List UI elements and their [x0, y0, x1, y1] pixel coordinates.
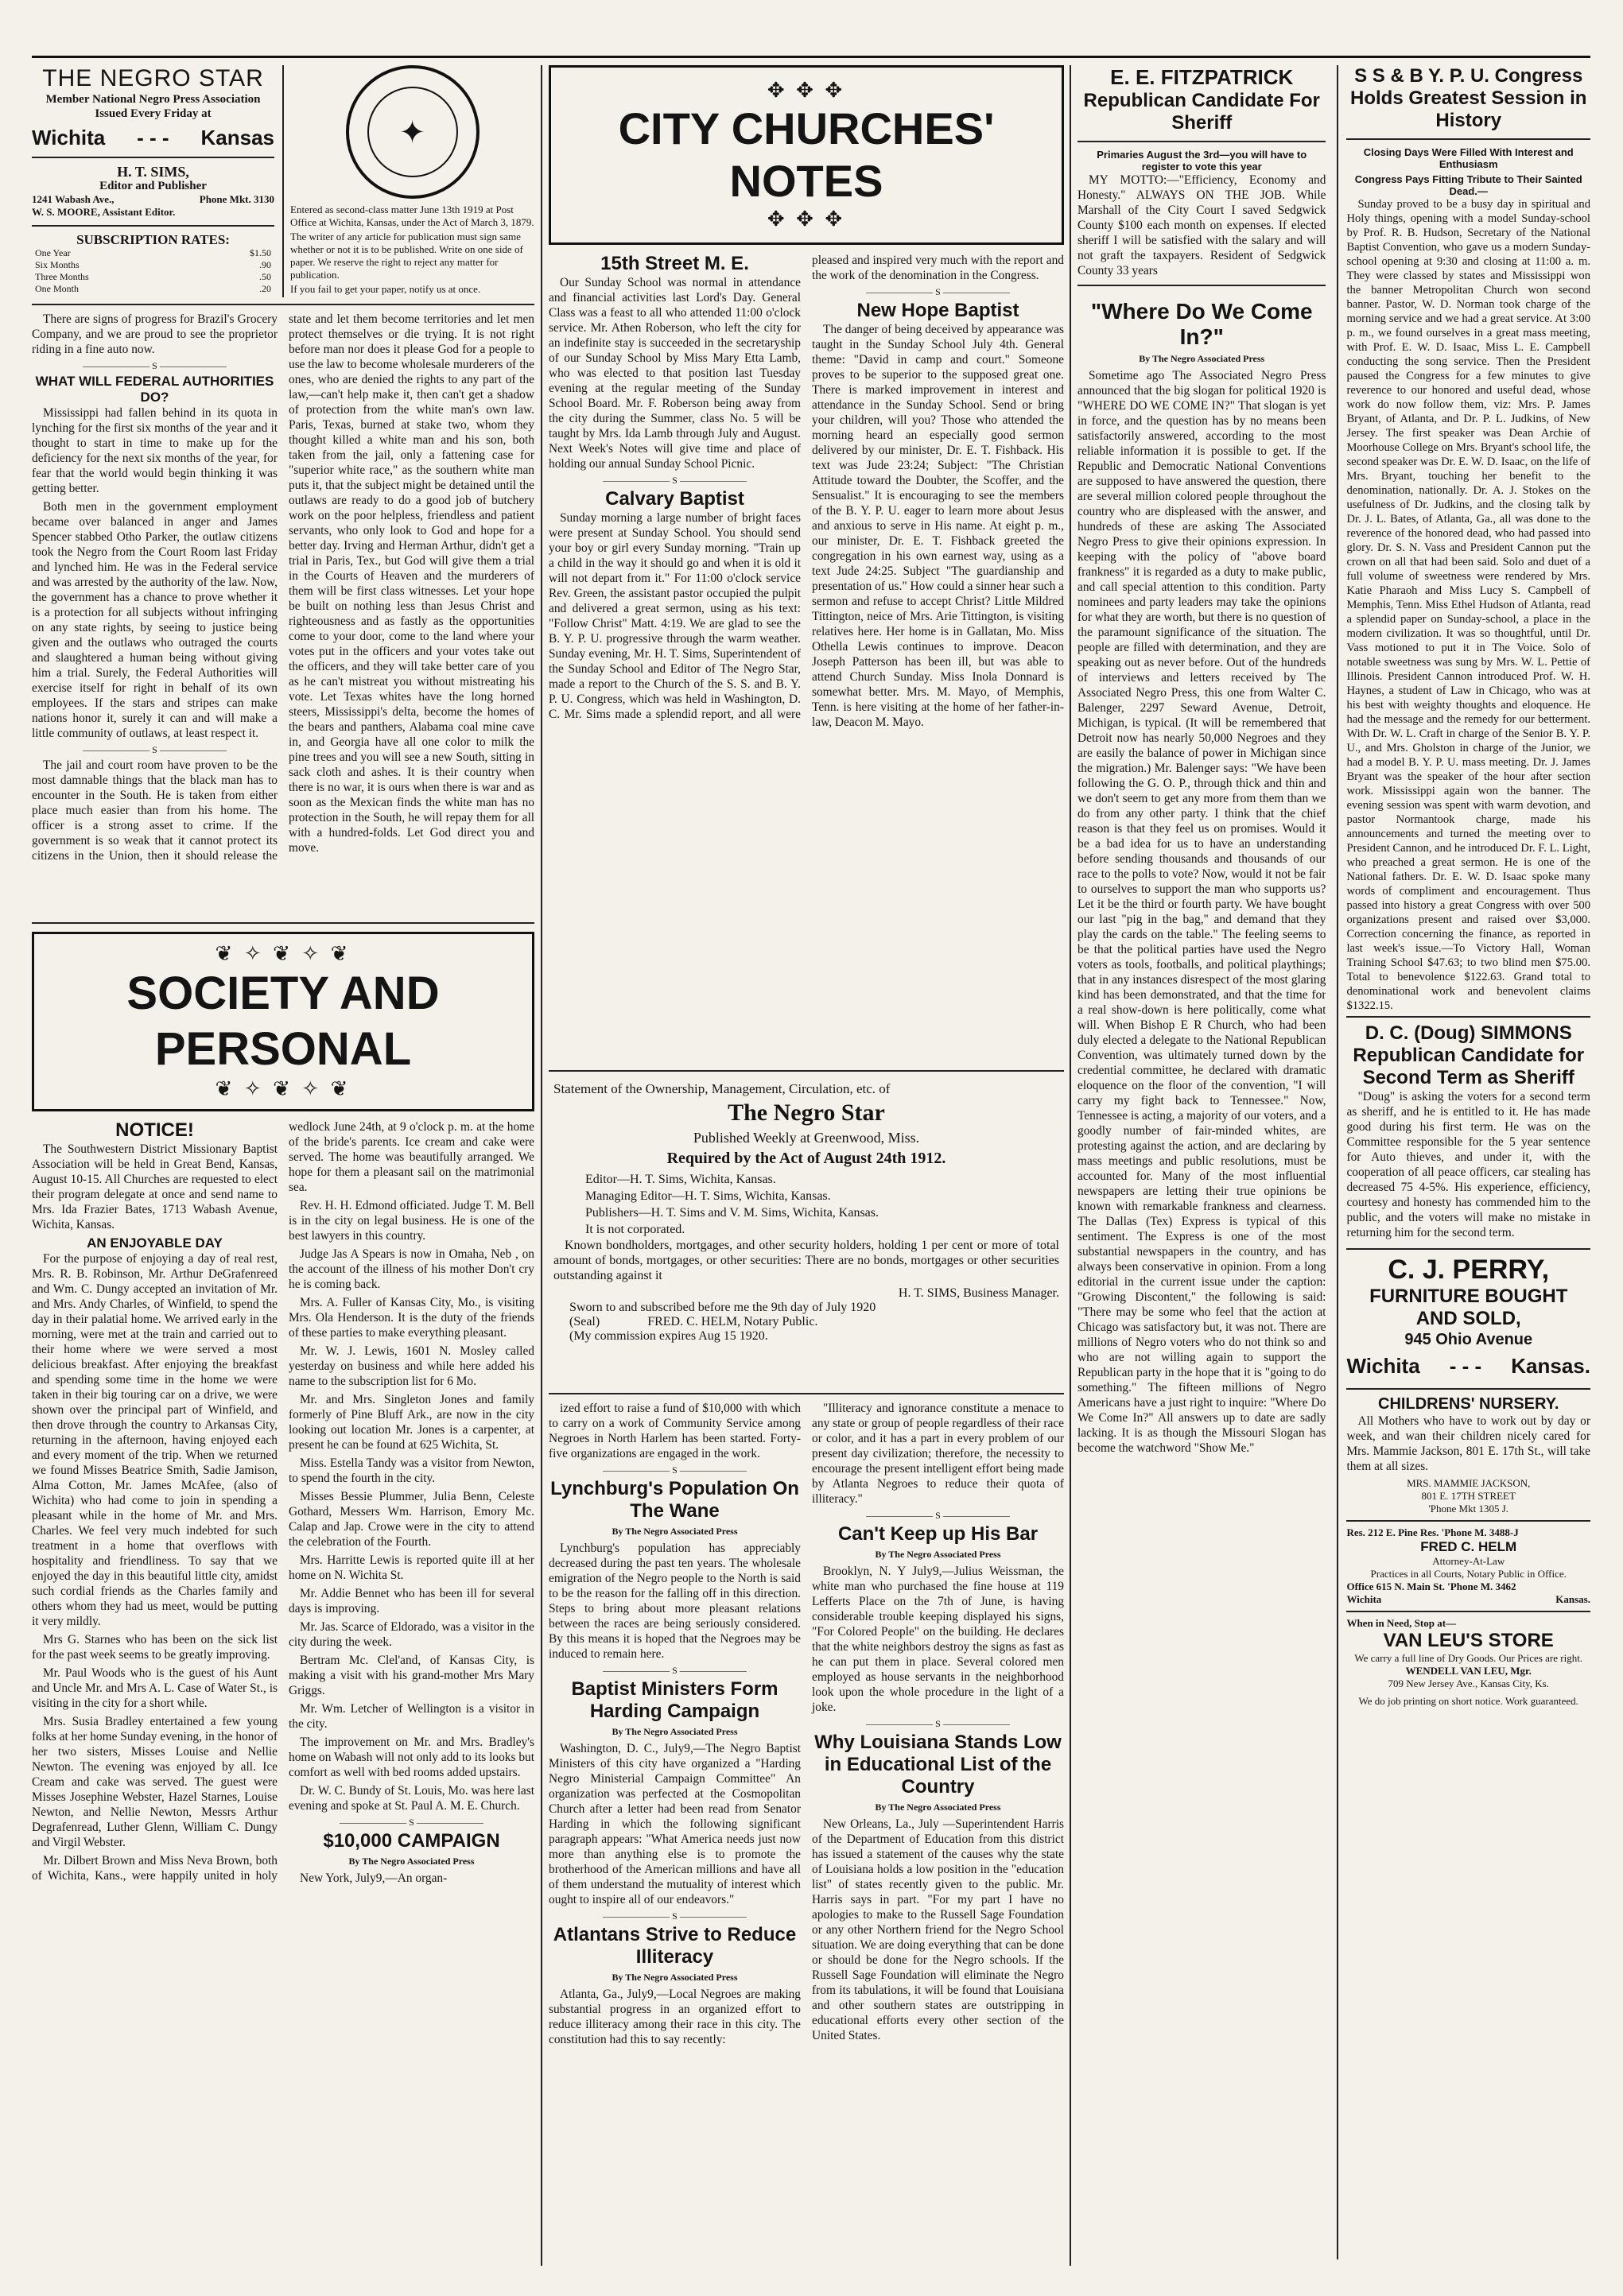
top-rule [32, 56, 1590, 58]
masthead-city-right: Kansas [200, 126, 275, 149]
rates-title: SUBSCRIPTION RATES: [76, 232, 230, 247]
divider [549, 1393, 1064, 1394]
byline: By The Negro Associated Press [612, 1972, 738, 1983]
statement-notary: FRED. C. HELM, Notary Public. [647, 1315, 818, 1328]
divider [1077, 141, 1326, 142]
rate-row: Six Months .90 [35, 259, 272, 270]
day-heading: AN ENJOYABLE DAY [87, 1235, 223, 1251]
society-item: Rev. H. H. Edmond officiated. Judge T. M. Bell is in the city on legal business. He is one of the best lawyers in this country. [289, 1199, 534, 1243]
editor-title: Editor and Publisher [99, 180, 207, 192]
address: 1241 Wabash Ave., [32, 193, 115, 205]
atlanta-text: Atlanta, Ga., July9,—Local Negroes are making substantial progress in an organized effort to reduce illiteracy among their race in this city. The constitution had this to say recently: [549, 1988, 801, 2046]
calvary-heading: Calvary Baptist [605, 488, 744, 510]
simmons-name: D. C. (Doug) SIMMONS [1365, 1022, 1572, 1044]
editorial-paragraph: Both men in the government employment became over balanced in anger and James Spencer stabbed Otho Parker, the outlaw citizens took the Negro from the Court Room last Friday and lynched him. He was in the Federal service and was arrested by the authority of the law. Now, the government has a chance to prove whether it is a protection for all subjects without infringing on any state rights, by seeing to justice being given and the outlaws who outraged the courts and slaughtered a human being without giving him a trial. Surely, the Federal Authorities will exercise itself for right in behalf of its own employees. If the stars and stripes can make nations honor it, surely it can and will make a little community of outlaws, at least respect it. [32, 500, 278, 740]
churches-banner [549, 65, 1064, 245]
perry-city [1346, 1354, 1590, 1379]
divider [32, 304, 534, 305]
society-item: Misses Bessie Plummer, Julia Benn, Celeste Gothard, Messers Wm. Harrison, Emory Mc. Calap and Jap. Crowe were in the city to attend the celebration of the Fourth. [289, 1490, 534, 1549]
masthead-city [32, 126, 274, 150]
lynchburg-heading: Lynchburg's Population On The Wane [550, 1478, 799, 1522]
helm-residence: Res. 212 E. Pine Res. 'Phone M. 3488-J [1346, 1526, 1519, 1538]
helm-title: Attorney-At-Law [1432, 1555, 1505, 1567]
editorial-intro: There are signs of progress for Brazil's Grocery Company, and we are proud to see the proprietor riding in a fine auto now. [32, 312, 278, 356]
harlem-text: ized effort to raise a fund of $10,000 with which to carry on a work of Community Service among Negroes in North Harlem has been started. Forty-five organizations are engaged in the work. [549, 1402, 801, 1460]
statement-published: Published Weekly at Greenwood, Miss. [693, 1130, 920, 1146]
society-item: Mr. Paul Woods who is the guest of his Aunt and Uncle Mr. and Mrs A. L. Case of Water St., is visiting in the city for a short while. [32, 1666, 278, 1710]
lynchburg-text: Lynchburg's population has appreciably decreased during the past ten years. The wholesale emigration of the Negro people to the North is said to be the reason for the falling off in this direction. Steps to bring about more pleasant relations between the races are being seriously considered. By this means it is hoped that the Negroes may be induced to remain here. [549, 1542, 801, 1661]
society-item: Judge Jas A Spears is now in Omaha, Neb , on the account of the illness of his mother Don't cry he is coming back. [289, 1247, 534, 1291]
byline: By The Negro Associated Press [875, 1802, 1001, 1813]
society-item: Mr. Dilbert Brown and Miss Neva Brown, both of Wichita, Kans., were happily united in holy wedlock June 24th, at 9 o'clock p. m. at the home of the bride's parents. Ice cream and cake were served. The home was beautifully arranged. We hope for them a pleasant sail on the matrimonial sea. [32, 1120, 534, 1883]
vanleu-manager: WENDELL VAN LEU, Mgr. [1405, 1665, 1532, 1677]
society-item: Mr. Wm. Letcher of Wellington is a visitor in the city. [289, 1702, 534, 1731]
right-block [1077, 65, 1590, 2266]
vanleu-address: 709 New Jersey Ave., Kansas City, Ks. [1388, 1677, 1549, 1689]
fitzpatrick-name: E. E. FITZPATRICK [1110, 65, 1294, 89]
congress-subhead: Closing Days Were Filled With Interest and Enthusiasm [1363, 146, 1574, 170]
me-text: Our Sunday School was normal in attendance and financial activities last Lord's Day. General Class was a feast to all who attended 11:00 o'clock service. Mr. Athen Roberson, who left the city for an indefinite stay is succeeded in the secretaryship of our Sunday School by Miss Mary Etta Lamb, who was elected to that position last Tuesday evening at the regular meeting of the Sunday School Board. Mr. F. Roberson being away from the city during the Summer, class No. 5 will be taught by Mrs. Ida Lamb through July and August. Next Week's Notes will give time and place of holding our annual Sunday School Picnic. [549, 276, 801, 471]
congress-text: Sunday proved to be a busy day in spiritual and Holy things, opening with a model Sunday-school by Prof. R. B. Hudson, Secretary of the National Baptist Convention, who gave us a modern Sunday-school opening at 9:30 and closing at 11:00 a. m. They were classed by states and Mississippi won the banner Metropolitan Church won second banner. Pastor, W. D. Norman took charge of the morning service and we had a great service. At 3:00 p. m., we found ourselves in a great mass meeting, with Prof. E. W. D. Isaac, Miss L. E. Campbell conducting the song service. Then the President paused the Congress for a few minutes to give reverence to our honored and useful dead, whose work do now follow them, viz: Mrs. P. James Bryant, of Atlanta, and Dr. P. L. Judkins, of New Jersey. The first speaker was Dean Archie of Moorhouse College on Mrs. Bryant's school life, the second speaker was Dr. E. W. D. Isaac, on the life of Mrs. Bryant, touching her benefit to the denomination, nationally. Dr. A. J. Stokes on the usefulness of Dr. Judkins, and the closing talk by Dr. J. L. Bates, of Atlanta, Ga., all was done to the reverence of the honored dead, who had passed into glory. Dr. S. N. Vass and President Cannon put the crown on all that had been said. Solo and duet of a full volume of sweetness were rendered by Mrs. Katie Pharaoh and Miss Lucy S. Campbell of Memphis, Tenn. Miss Ethel Hudson of Atlanta, read a splendid paper on Sunday-school, a place in the modern civilization. It was so thoughtful, until Dr. Vass motioned to put it in The Voice. Solo of notable sweetness was sung by Mrs. W. L. Pettie of Illinois. President Cannon introduced Prof. W. H. Haynes, a student of Law in Chicago, who was at his best with weighty thoughts and eloquence. He had the message and the remedy for our betterment. With Dr. W. L. Craft in charge of the Senior B. Y. P. U., and Mrs. Gholston in charge of the Junior, we had a model B. Y. P. U. mass meeting. Dr. J. James Bryant was the speaker of the hour after section work. Mississippi again won the banner. The evening session was spent with warm devotion, and pastor Normantook charge, made his announcements and turned the meeting over to President Cannon, and he introduced Dr. F. L. Light, who preached a great sermon. He is one of the National fathers. Dr. E. W. D. Isaac spoke many words of compliment and encouragement. Thus passed into history a great Congress with over 500 organizations present and raised over $3,000. Correction concerning the finance, as reported in last week's issue.—To Victory Hall, Woman Training School $47.63; to two blind men $75.00. Total to benevolence $122.63. Grand total to denominational work and benevolent claims $1322.15. [1346, 198, 1590, 1012]
ornament-icon: ❦ ✧ ❦ ✧ ❦ [215, 942, 351, 965]
statement-notary-line [553, 1315, 1059, 1329]
society-item: The improvement on Mr. and Mrs. Bradley's home on Wabash will not only add to its looks but comfort as well with bed rooms added upstairs. [289, 1736, 534, 1779]
right-columns [1077, 65, 1590, 2259]
vanleu-text: We carry a full line of Dry Goods. Our Prices are right. [1354, 1652, 1583, 1664]
statement-commission: (My commission expires Aug 15 1920. [569, 1329, 768, 1343]
section-divider [812, 1718, 1064, 1730]
perry-city-left: Wichita [1346, 1354, 1420, 1378]
hope-heading: New Hope Baptist [856, 300, 1019, 321]
vanleu-pre: When in Need, Stop at— [1346, 1617, 1457, 1629]
right-column-b [1337, 65, 1590, 2259]
fitzpatrick-text: MY MOTTO:—"Efficiency, Economy and Honesty." ALWAYS ON THE JOB. While Marshall of the City Court I saved Sedgwick County $100 each month on expenses. If elected sheriff I will be satisfied with the salary and will not graft the taxpayers. Resident of Sedgwick County 33 years [1077, 173, 1326, 277]
society-item: Mr. and Mrs. Singleton Jones and family formerly of Pine Bluff Ark., are now in the city looking out location Mr. Jones is a carpenter, at present he can be found at 625 Wichita, St. [289, 1393, 534, 1452]
statement-bondholders: Known bondholders, mortgages, and other security holders, holding 1 per cent or more of total amount of bonds, mortgages, or other securities: There are no bonds, mortgages or other securities outstanding against it [553, 1239, 1059, 1282]
vanleu-printing: We do job printing on short notice. Work guaranteed. [1358, 1695, 1578, 1707]
masthead-seal-area [282, 65, 534, 297]
statement-seal: (Seal) [569, 1315, 600, 1328]
rate-row: Three Months .50 [35, 271, 272, 282]
society-item: Mrs. Susia Bradley entertained a few young folks at her home Sunday evening, in the honor of her two sisters, Misses Louise and Nellie Newton. The evening was enjoyed by all. Ice Cream and cake was served. The guest were Misses Josephine Webster, Hazel Starnes, Louise Newton, and Nellie Newton, Messrs Arthur Degrafenread, Luther Glenn, William C. Dungy and Virgil Webster. [32, 1715, 278, 1849]
perry-name: C. J. PERRY, [1388, 1255, 1550, 1285]
section-divider [549, 475, 801, 487]
address-line [32, 193, 274, 206]
where-text: Sometime ago The Associated Negro Press announced that the big slogan for political 1920 is "WHERE DO WE COME IN?" That slogan is yet in force, and the question has by no means been satisfactorily answered, according to the most reliable information it is possible to get. If the Republic and Democratic National Conventions are supposed to have answered the question, there are several million colored people throughout the country who are displeased with the answer, and hundreds of these are asking The Associated Negro Press to give their opinions expression. In keeping with the policy of "above board frankness" it is regarded as a duty to make public, and call special attention to this condition. Party nominees and party leaders may take the opinions for what they are worth, but there is no question of the paramount significance of the situation. The people are filled with determination, and they are speaking out as never before. Out of the hundreds of interviews and letters received by The Associated Negro Press, this one from Walter C. Balenger, 2297 Seward Avenue, Detroit, Michigan, is typical. (It will be remembered that Detroit now has nearly 50,000 Negroes and they are easily the balance of power in Michigan since the migration.) Mr. Balenger says: "We have been following the G. O. P., through thick and thin and we don't seem to get any more from them than we do from any other party. I think that the chief reason is that they feel us on promises. Would it be a bad idea for us to have an understanding before sending thousands and thousands of our race to the polls to vote? Now, would it not be fair to ourselves to support the man who supports us? Let it be the third or fourth party. We have bought our last "pig in the bag," and demand that they play the cards on the table." The feeling seems to be that the political parties have used the Negro voters as tools, footballs, and political playthings; that in any instances disrespect of the most glaring kind has been demonstrated, and that the time for a real show-down is here politically, come what will. When Bishop E R Church, who had been duly elected a delegate to the National Republican Convention, was ultimately turned down by the credential committee, he declared with dramatic eloquence on the floor of the convention, "I will carry my fight back to Tennessee." Now, Tennessee is acting, a majority of our voters, and a goodly number of fair-minded whites, are protesting against the action, and are declaring by mass meetings and public resolutions, must be accounted for. Many of the most influential newspapers are letting their true opinions be known with remarkable frankness and clearness. The Dallas (Tex) Express is typical of this sentiment. The Express is one of the most substantial newspapers in the country, and has always been conservative in opinion. From a long editorial in the current issue under the caption: "Growing Discontent," the following is said: "There may be some who feel that the action at Chicago was satisfactory but, it was not. There are millions of Negro voters who do not think so and who are not willing again to support the Republican party in the hope that it is "going to do something." The fifteen millions of Negro Americans have a just right to inquire: "Where Do We Come In?" All answers up to date are sadly lacking. It is as though the Missouri Slogan has become the watchword "Show Me." [1077, 369, 1326, 1455]
seal-emblem-icon: ✦ [367, 87, 458, 177]
masthead-member: Member National Negro Press Association [45, 93, 261, 106]
divider [1346, 138, 1590, 140]
society-banner [32, 932, 534, 1111]
louisiana-heading: Why Louisiana Stands Low in Educational List of the Country [814, 1732, 1062, 1798]
rate-row: One Year $1.50 [35, 247, 272, 258]
ornament-icon: ❦ ✧ ❦ ✧ ❦ [215, 1077, 351, 1100]
editorial [32, 312, 534, 916]
helm-city-right: Kansas. [1555, 1593, 1590, 1605]
writer-note: The writer of any article for publication must sign same whether or not it is to be published. Write on one side of paper. We reserve the right to reject any matter for publication. [290, 231, 523, 281]
editorial-paragraph: Mississippi had fallen behind in its quota in lynching for the first six months of the year and it thought to start in time to make up for the deficiency for the next six months of the year, for fear that the world would begin thinking it was getting better. [32, 406, 278, 495]
church-notes [549, 253, 1064, 1064]
perry-line: FURNITURE BOUGHT [1369, 1286, 1568, 1307]
nursery-text: All Mothers who have to work out by day or week, and wan their children nicely cared for Mrs. Mammie Jackson, 801 E. 17th St., will take them at all sizes. [1346, 1414, 1590, 1473]
rates-table [32, 247, 274, 295]
column-rule [541, 65, 542, 2266]
masthead-dashes: - - - [137, 126, 169, 149]
divider [1077, 285, 1326, 286]
ornament-icon: ✥ ✥ ✥ [767, 207, 846, 231]
perry-line: AND SOLD, [1415, 1308, 1521, 1329]
nursery-signature: 'Phone Mkt 1305 J. [1428, 1503, 1509, 1515]
divider [32, 922, 534, 924]
society-item: Mr. Jas. Scarce of Eldorado, was a visitor in the city during the week. [289, 1620, 534, 1649]
divider [32, 225, 274, 227]
churches-title: CITY CHURCHES' NOTES [618, 103, 995, 206]
nursery-signature: MRS. MAMMIE JACKSON, [1407, 1477, 1531, 1489]
rate-row: One Month .20 [35, 283, 272, 294]
statement-intro: Statement of the Ownership, Management, Circulation, etc. of [553, 1081, 891, 1096]
masthead-title: THE NEGRO STAR [42, 65, 264, 91]
society-item: Mr. Addie Bennet who has been ill for several days is improving. [289, 1587, 534, 1615]
where-heading: "Where Do We Come In?" [1090, 299, 1313, 349]
association-seal [346, 65, 480, 199]
society-item: Mr. W. J. Lewis, 1601 N. Mosley called yesterday on business and while here added his name to the subscription list for 6 Mo. [289, 1344, 534, 1388]
louisiana-text: New Orleans, La., July —Superintendent Harris of the Department of Education from this district has issued a statement of the causes why the state of Louisiana holds a low position in the "education list" of states recently given to the public. Mr. Harris says in part. "For my part I have no apologies to make to the Russell Sage Foundation or any other Northern friend for the Negro School situation. We are doing everything that can be done or should be done for the Negro schools. If the Russell Sage Foundation will eliminate the Negro from its tabulations, it will be found that Louisiana and other southern states are outstripping in educational efforts every other section of the United States. [812, 1817, 1064, 2042]
perry-city-right: Kansas. [1511, 1354, 1590, 1378]
baptist-heading: Baptist Ministers Form Harding Campaign [571, 1678, 778, 1722]
editor-name: H. T. SIMS, [117, 164, 189, 180]
statement-line: It is not corporated. [585, 1223, 685, 1236]
society-item: Mrs. A. Fuller of Kansas City, Mo., is visiting Mrs. Ola Henderson. It is the duty of the friends of these parties to make everything pleasant. [289, 1296, 534, 1340]
campaign-text: New York, July9,—An organ- [300, 1871, 448, 1885]
section-divider [549, 1665, 801, 1677]
section-divider [812, 286, 1064, 298]
fitzpatrick-heading: Republican Candidate For Sheriff [1083, 90, 1320, 134]
perry-address: 945 Ohio Avenue [1404, 1331, 1533, 1348]
society-title: SOCIETY AND PERSONAL [126, 968, 440, 1075]
divider [549, 1070, 1064, 1072]
phone: Phone Mkt. 3130 [199, 193, 275, 205]
section-divider [289, 1817, 534, 1829]
assistant-editor: W. S. MOORE, Assistant Editor. [32, 206, 176, 218]
illiteracy-text: "Illiteracy and ignorance constitute a menace to any state or group of people regardless of their race or color, and it has a part in every problem of our present day civilization; therefore, the necessity to encourage the present intelligent effort being made by Atlanta Negroes to reduce their quota of illiteracy." [812, 1402, 1064, 1506]
helm-practice: Practices in all Courts, Notary Public in Office. [1370, 1568, 1567, 1580]
section-divider [549, 1464, 801, 1476]
day-text: For the purpose of enjoying a day of real rest, Mrs. R. B. Robinson, Mr. Arthur DeGrafenreed and Wm. C. Dungy accepted an invitation of Mr. and Mrs. Andy Charles, of Winfield, to spend the day in their palatial home. We arrived early in the morning, were met at the train and carried out to their home where we were served a most delicious breakfast. After enjoying the breakfast and spending some time in the home we were taken in their big touring car on a drive, we were shown over the principal part of Winfield, and then drove through the country to Arkansas City, returning in the afternoon, having enjoyed each and every moment of the trip. When we returned we found Misses Beatrice Smith, Sadie Jamison, Alma Cotton, Mr. James McAfee, (also of Wichita) who had come to join in spending a pleasant while in the home of Mr. and Mrs. Charles. We feel very much indebted for such treatment in a home that overflows with hospitality and friendliness. To say that we enjoyed the day in this beautiful little city, amidst such cordial friends as the Charles family and others whom they had us meet, would be putting it very mildly. [32, 1252, 278, 1628]
hope-text: The danger of being deceived by appearance was taught in the Sunday School July 4th. General theme: "David in camp and court." Someone proves to be superior to the supposed great one. There is marked improvement in interest and attendance in the Sunday School. Send or bring your children, will you? Those who attended the morning heard an especially good sermon delivered by our minister, Dr. E. T. Fishback. His text was Jude 23:24; Subject: "The Christian Attitude toward the Doubter, the Scoffer, and the Sensualist." It is encouraging to see the members of the B. Y. P. U. eager to learn more about Jesus and anxious to serve in His name. At eight p. m., our minister, Dr. E. T. Fishback greeted the congregation in his own earnest way, using as a text Jude 24:25. Subject "The guardianship and presentation of us." How could a sinner hear such a sermon and refuse to accept Christ? Little Mildred Tittington, neice of Mrs. Arie Tittington, is visiting relatives here. Her home is in Gallatan, Mo. Miss Othella Lewis continues to improve. Deacon Joseph Patterson has been ill, but was able to attend Church Sunday. Miss Inola Donnard is somewhat better. Mrs. M. Mayo, of Memphis, Tenn. is here visiting at the home of her father-in-law, Deacon M. Mayo. [812, 323, 1064, 729]
atlanta-heading: Atlantans Strive to Reduce Illiteracy [553, 1924, 797, 1968]
helm-city-left: Wichita [1346, 1593, 1382, 1605]
helm-ad [1346, 1520, 1590, 1611]
campaign-byline: By The Negro Associated Press [348, 1856, 475, 1867]
statement-line: Managing Editor—H. T. Sims, Wichita, Kansas. [585, 1189, 831, 1203]
helm-city [1346, 1593, 1590, 1606]
helm-office: Office 615 N. Main St. 'Phone M. 3462 [1346, 1580, 1516, 1592]
congress-subhead: Congress Pays Fitting Tribute to Their Sainted Dead.— [1354, 173, 1582, 197]
section-divider [812, 1510, 1064, 1522]
notice-heading: NOTICE! [115, 1119, 194, 1141]
section-divider [549, 1910, 801, 1922]
masthead-issued: Issued Every Friday at [95, 107, 212, 120]
divider [32, 157, 274, 158]
editorial-paragraph: The jail and court room have proven to be the most damnable things that the black man has to encounter in the South. He is taken from either place much easier than from his home. The officer is a strong asset to crime. If the government is so weak that it cannot protect its citizens in the Union, then it should release the state and let them become territories and let men protect themselves or die trying. It is not right before man nor does it please God for a people to use the law to become wholesale murderers of the ones, who are denied the rights to any part of the law,—can't help make it, then can't get a shadow of protection from the white man's own law. Paris, Texas, burned at stake two, whom they thought killed a white man and his son, both taken from the jail, only a fattening case for "superior white race," as the southern white man puts it, that the subject might be detained until the outlaws are ready to do a good job of butchery work on the poor helpless, friendless and patient servants, who only look to God and hope for a better day. Irving and Herman Arthur, didn't get a trial in Paris, Tex., but God will give them a trial in the Courts of Heaven and the murderers of them will be first class witnesses. Let your hope be built on nothing less than Jesus Christ and righteousness and as fastly as the opportunities come to your door, come to the land where your votes put in the officers and your votes take out the officers, and they will take better care of you as he can't mistreat you without mistreating his vote. Let Texas whites have the long horned steers, Mississippi's delta, become the homes of the bears and panthers, Alabama coal mine cave in, and Georgia have all one color to milk the pine trees and you will see a new South, sitting in sack cloth and ashes. It is their country when there is no war, it is ours when there is war and as soon as the Mexican finds the white man has no protection in the South, he will repay them for all with a hundred-folds. Let God direct you and move. [32, 312, 534, 863]
newspaper-page [32, 56, 1590, 2266]
vanleu-name: VAN LEU'S STORE [1383, 1630, 1554, 1651]
statement-signer: H. T. SIMS, Business Manager. [898, 1286, 1059, 1300]
society-item: Mrs. Harritte Lewis is reported quite ill at her home on N. Wichita St. [289, 1553, 534, 1582]
statement-lines [553, 1171, 1059, 1238]
bar-heading: Can't Keep up His Bar [837, 1523, 1039, 1545]
entry-note: Entered as second-class matter June 13th 1919 at Post Office at Wichita, Kansas, under the Act of March 3, 1879. [290, 204, 534, 228]
masthead [32, 65, 534, 297]
statement-line: Publishers—H. T. Sims and V. M. Sims, Wichita, Kansas. [585, 1206, 879, 1220]
right-column-a [1077, 65, 1326, 2259]
masthead-info [32, 65, 274, 297]
byline: By The Negro Associated Press [612, 1726, 738, 1737]
campaign-heading: $10,000 CAMPAIGN [323, 1830, 500, 1852]
masthead-city-left: Wichita [32, 126, 106, 149]
helm-name: FRED C. HELM [1420, 1539, 1517, 1554]
nursery-heading: CHILDRENS' NURSERY. [1378, 1395, 1559, 1413]
statement-required: Required by the Act of August 24th 1912. [666, 1150, 946, 1167]
simmons-text: "Doug" is asking the voters for a second term as sheriff, and he is entitled to it. He has made good during his first term. He was on the Committee responsible for the 5 year sentence for Auto thieves, and under it, with the cooperation of all peace officers, car stealing has decreased 75 4-5%. His experience, efficiency, courtesy and honesty has commended him to the public, and the voters will make no mistake in returning him for the second term. [1346, 1090, 1590, 1239]
vanleu-ad [1346, 1611, 1590, 1712]
congress-heading: S S & B Y. P. U. Congress Holds Greatest Session in History [1350, 65, 1587, 131]
byline: By The Negro Associated Press [875, 1549, 1001, 1560]
ownership-statement [549, 1078, 1064, 1387]
perry-ad [1346, 1248, 1590, 1388]
ornament-icon: ✥ ✥ ✥ [767, 79, 846, 102]
statement-title: The Negro Star [728, 1100, 885, 1126]
notify-note: If you fail to get your paper, notify us at once. [290, 283, 481, 295]
nursery-ad [1346, 1388, 1590, 1520]
society-item: Miss. Estella Tandy was a visitor from Newton, to spend the fourth in the city. [289, 1456, 534, 1485]
baptist-text: Washington, D. C., July9,—The Negro Baptist Ministers of this city have organized a "Harding Negro Ministerial Campaign Committee" An organization was perfected at the Cosmopolitan Church after a letter had been read from Senator Harding in which the following significant paragraph appears: "What America needs just now more than anything else is to promote the brotherhood of the American millions and have all of them understand the mutuality of interest which ought to inspire all of our endeavors." [549, 1742, 801, 1906]
editorial-heading: WHAT WILL FEDERAL AUTHORITIES DO? [35, 374, 274, 405]
notice-text: The Southwestern District Missionary Baptist Association will be held in Great Bend, Kansas, August 10-15. All Churches are requested to elect their program delegate at once and send name to Mrs. Ida Frazier Bates, 1713 Wabash Avenue, Wichita, Kansas. [32, 1142, 278, 1231]
society-item: Mrs G. Starnes who has been on the sick list for the past week seems to be greatly improving. [32, 1633, 278, 1662]
society-item: Bertram Mc. Clel'and, of Kansas City, is making a visit with his grand-mother Mrs Mary Griggs. [289, 1654, 534, 1697]
perry-dashes: - - - [1449, 1354, 1482, 1378]
middle-block [549, 65, 1064, 2266]
calvary-text: Sunday morning a large number of bright faces were present at Sunday School. You should send your boy or girl every Sunday morning. "Train up a child in the way it should go and when it is old it will not depart from it." For 11:00 o'clock service Rev. Green, the assistant pastor occupied the pulpit and delivered a great sermon, using as his text: "Follow Christ" Matt. 4:19. We are glad to see the B. Y. P. U. progressive through the warm weather. Sunday evening, Mr. H. T. Sims, Superintendent of the Sunday School and Editor of The Negro Star, made a report to the Church of the S. S. and B. Y. P. U. Congress, which was held in Washington, D. C. Mr. Sims made a splendid report, and all were pleased and inspired very much with the report and the work of the denomination in the Congress. [549, 254, 1064, 721]
nursery-signature: 801 E. 17TH STREET [1421, 1490, 1516, 1502]
section-divider [32, 744, 278, 756]
simmons-ad [1346, 1016, 1590, 1248]
byline: By The Negro Associated Press [612, 1526, 738, 1537]
section-divider [32, 360, 278, 372]
simmons-heading: Republican Candidate for Second Term as Sheriff [1353, 1045, 1585, 1088]
fitzpatrick-note: Primaries August the 3rd—you will have to register to vote this year [1097, 149, 1307, 173]
statement-line: Editor—H. T. Sims, Wichita, Kansas. [585, 1173, 776, 1186]
society-item: Dr. W. C. Bundy of St. Louis, Mo. was here last evening and spoke at St. Paul A. M. E. Church. [289, 1784, 534, 1813]
me-heading: 15th Street M. E. [600, 253, 749, 274]
left-block [32, 65, 534, 2266]
bar-text: Brooklyn, N. Y July9,—Julius Weissman, the white man who purchased the fine house at 119 Lefferts Place on the 7th of June, is having considerable trouble keeping displayed his signs, "For Colored People" on the building. He declares that the white neighbors destroy the signs as fast as he can put them in place. Several colored men employed as house servants in the neighborhood look upon the whole procedure in the light of a joke. [812, 1565, 1064, 1714]
column-rule [1070, 65, 1071, 2266]
statement-sworn: Sworn to and subscribed before me the 9th day of July 1920 [569, 1301, 876, 1314]
where-byline: By The Negro Associated Press [1139, 353, 1265, 364]
society-columns [32, 1119, 534, 2266]
news-columns [549, 1401, 1064, 2266]
